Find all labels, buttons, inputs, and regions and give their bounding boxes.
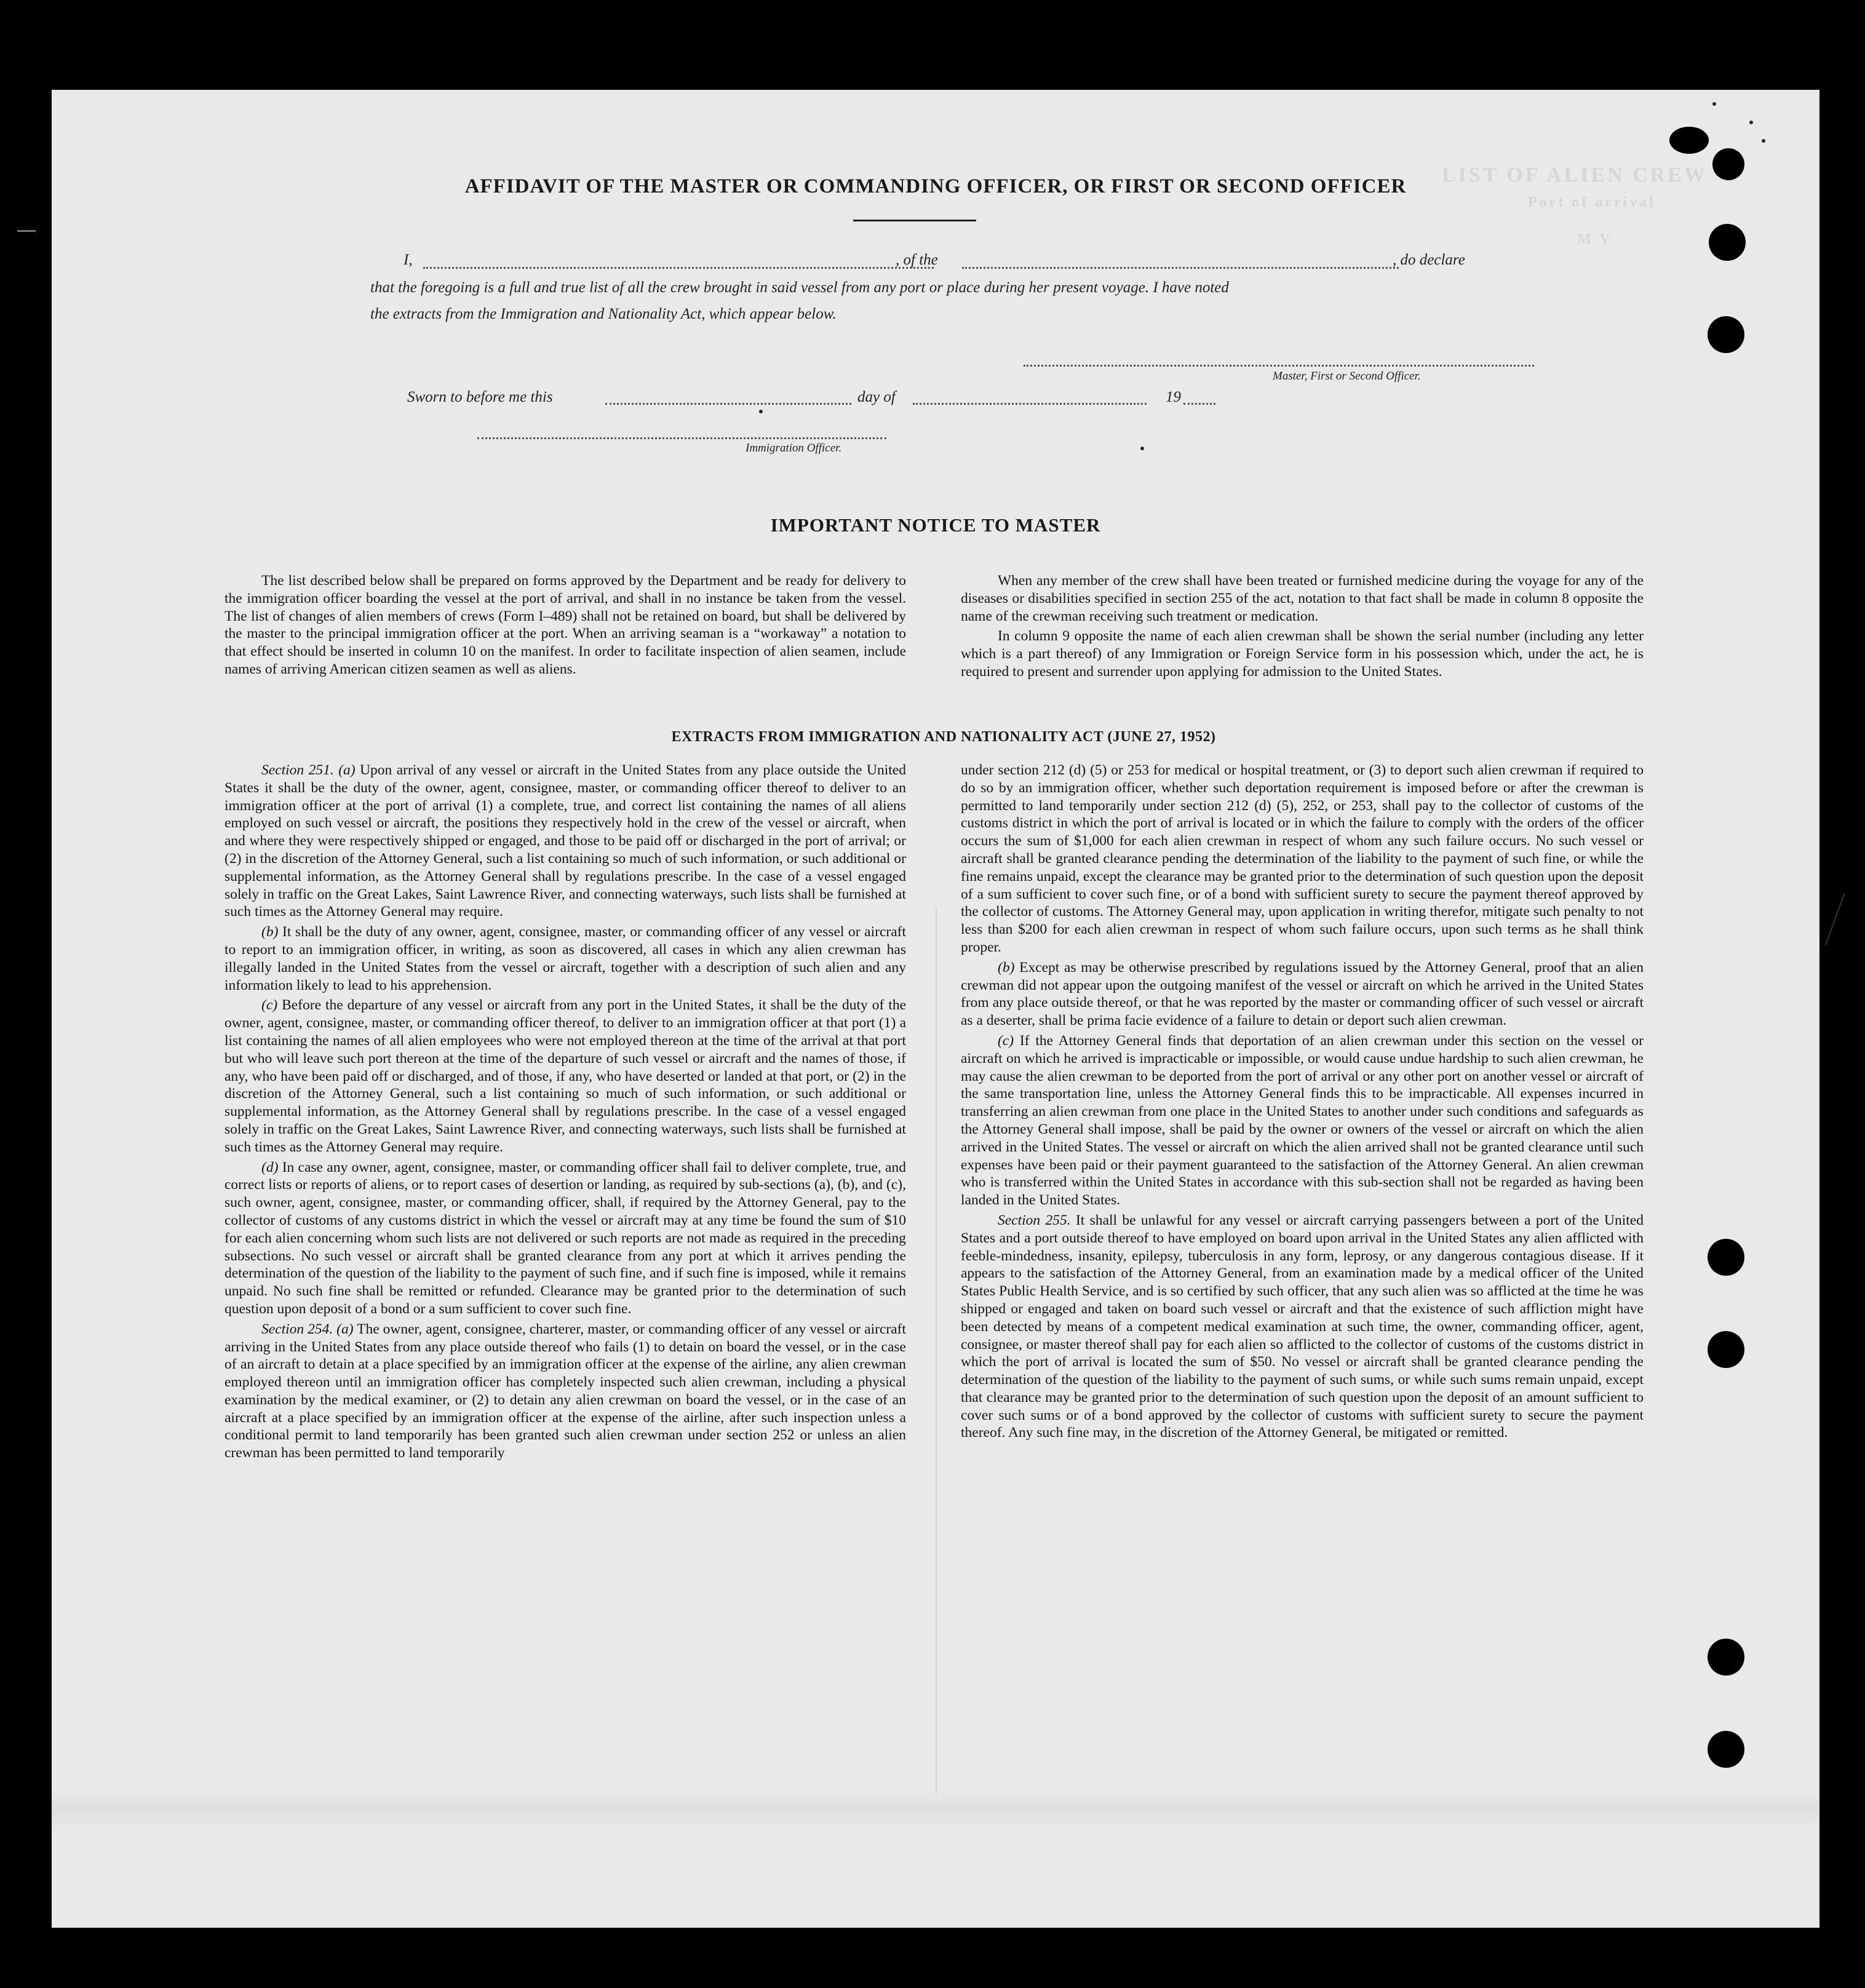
affidavit-of-the: , of the <box>896 252 938 268</box>
punch-hole <box>1708 1331 1744 1368</box>
sworn-day-line <box>605 403 851 405</box>
section-label: (c) <box>998 1032 1014 1049</box>
dust-speck <box>759 410 763 413</box>
month-line <box>913 403 1147 405</box>
affidavit-title: AFFIDAVIT OF THE MASTER OR COMMANDING OFFICER, OR FIRST OR SECOND OFFICER <box>464 175 1407 197</box>
affidavit-line-2: that the foregoing is a full and true list of all the crew brought in said vessel from any port or place during her present voyage. I have noted <box>370 279 1229 296</box>
name-line <box>423 267 934 269</box>
extracts-left-column <box>225 761 906 1465</box>
section-254-a <box>225 1321 906 1462</box>
section-label: Section 254. (a) <box>261 1321 354 1337</box>
sworn-text: Sworn to before me this <box>407 389 553 405</box>
pencil-mark <box>1825 893 1845 945</box>
notice-paragraph: When any member of the crew shall have been treated or furnished medicine during the voyage for any of the diseases or disabilities specified in section 255 of the act, notation to that fact shall be made in column 8 opposite the name of the crewman receiving such treatment or medication. <box>961 573 1644 624</box>
punch-hole <box>1708 1239 1744 1276</box>
extracts-right-column <box>961 761 1644 1444</box>
section-text: Upon arrival of any vessel or aircraft in the United States from any place outside the United States it shall be the duty of the owner, agent, consignee, master, or commanding officer thereof to deliver to an immigration officer at the port of arrival (1) a complete, true, and correct list containing the names of all aliens employed on such vessel or aircraft, the positions they respectively hold in the crew of the vessel or aircraft, when and where they were respectively shipped or engaged, and those to be paid off or discharged in the port of arrival; or (2) in the discretion of the Attorney General, such a list containing so much of such information, or such additional or supplemental information, as the Attorney General shall by regulations prescribe. In the case of a vessel engaged solely in traffic on the Great Lakes, Saint Lawrence River, and connecting waterways, such lists shall be furnished at such times as the Attorney General may require. <box>225 762 906 920</box>
notice-left-column <box>225 572 906 681</box>
notice-title: IMPORTANT NOTICE TO MASTER <box>770 514 1101 536</box>
section-251-d <box>225 1159 906 1318</box>
punch-hole <box>1708 1639 1744 1676</box>
section-label: (c) <box>261 997 278 1014</box>
show-through: M V <box>1577 231 1613 247</box>
punch-hole <box>1709 224 1746 261</box>
section-254-a-continued <box>961 761 1644 956</box>
section-text: under section 212 (d) (5) or 253 for medical or hospital treatment, or (3) to deport such alien crewman if required to do so by an immigration officer, whether such deportation requirement is imposed before or after the crewman is permitted to land temporarily under section 212 (d) (5), 252, or 253, shall pay to the collector of customs of the customs district in which the port of arrival is located or in which the failure to comply with the orders of the officer occurs the sum of $1,000 for each alien crewman in respect of whom any such failure occurs. No such vessel or aircraft shall be granted clearance pending the determination of the liability to the payment of such fine, or while the fine remains unpaid, except the clearance may be granted prior to the determination of such question upon the deposit of a sum sufficient to cover such fine, or of a bond with sufficient surety to secure the payment thereof approved by the collector of customs. The Attorney General may, upon application in writing therefor, mitigate such penalty to not less than $200 for each alien crewman in respect of whom such failure occurs, upon such terms as he shall think proper. <box>961 762 1644 955</box>
notice-paragraph: The list described below shall be prepared on forms approved by the Department and be ready for delivery to the immigration officer boarding the vessel at the port of arrival, and shall in no instance be taken from the vessel. The list of changes of alien members of crews (Form I–489) shall not be retained on board, but shall be delivered by the master to the principal immigration officer at the port. When an arriving seaman is a “workaway” a notation to that effect should be inserted in column 10 on the manifest. In order to facilitate inspection of alien seamen, include names of arriving American citizen seamen as well as aliens. <box>225 573 906 677</box>
notice-right-column <box>961 572 1644 683</box>
punch-hole <box>1708 1731 1744 1768</box>
section-text: It shall be the duty of any owner, agent, consignee, master, or commanding officer of any vessel or aircraft to report to an immigration officer, in writing, as soon as discovered, all cases in which any alien crewman has illegally landed in the United States from the vessel or aircraft, together with a description of such alien and any information likely to lead to his apprehension. <box>225 924 907 993</box>
affidavit-line-3: the extracts from the Immigration and Nationality Act, which appear below. <box>370 306 837 322</box>
section-text: Except as may be otherwise prescribed by regulations issued by the Attorney General, proof that an alien crewman did not appear upon the outgoing manifest of the vessel or aircraft on which he arrived in the United States from any place outside thereof, or that he was reported by the master or commanding officer of such vessel or aircraft as a deserter, shall be prima facie evidence of a failure to detain or deport such alien crewman. <box>961 959 1644 1029</box>
affidavit-do-declare: , do declare <box>1393 252 1465 268</box>
section-254-b <box>961 959 1644 1030</box>
section-254-c <box>961 1032 1644 1209</box>
show-through: Port of arrival <box>1528 194 1656 210</box>
section-text: The owner, agent, consignee, charterer, master, or commanding officer of any vessel or aircraft arriving in the United States from any place outside thereof who fails (1) to detain on board the vessel, or in the case of an aircraft to detain at a place specified by an immigration officer at the expense of the airline, any alien crewman employed thereon until an immigration officer has completely inspected such alien crewman, including a physical examination by the medical examiner, or (2) to detain any alien crewman on board the vessel, or in the case of an aircraft at a place specified by an immigration officer at the expense of the airline, after such inspection unless a conditional permit to land temporarily has been granted such alien crewman under section 252 or unless an alien crewman has been permitted to land temporarily <box>225 1321 907 1461</box>
section-255 <box>961 1212 1644 1442</box>
section-label: Section 255. <box>998 1212 1071 1228</box>
section-251-b <box>225 923 906 994</box>
officer-signature-label: Immigration Officer. <box>746 442 842 455</box>
section-label: Section 251. (a) <box>261 762 356 778</box>
master-signature-label: Master, First or Second Officer. <box>1273 370 1421 383</box>
section-label: (b) <box>998 959 1015 976</box>
section-251-a <box>225 761 906 921</box>
punch-hole <box>1712 148 1744 180</box>
section-label: (b) <box>261 924 279 940</box>
punch-hole <box>1669 127 1709 154</box>
dust-speck <box>1749 121 1753 124</box>
section-label: (d) <box>261 1159 279 1175</box>
section-text: It shall be unlawful for any vessel or aircraft carrying passengers between a port of the United States and a port outside thereof to have employed on board upon arrival in the United States any alien afflicted with feeble-mindedness, insanity, epilepsy, tuberculosis in any form, leprosy, or any dangerous contagious disease. If it appears to the satisfaction of the Attorney General, from an examination made by a medical officer of the United States Public Health Service, and is so certified by such officer, that any such alien was so afflicted at the time he was shipped or engaged and taken on board such vessel or aircraft and that the existence of such affliction might have been detected by means of a competent medical examination at such time, the owner, commanding officer, agent, consignee, or master thereof shall pay for each alien so afflicted to the collector of customs of the customs district in which the port of arrival is located the sum of $50. No vessel or aircraft shall be granted clearance pending the determination of the question of the liability to the payment of such sums, or while such sums remain unpaid, except that clearance may be granted prior to the determination of such question upon the deposit of an amount sufficient to cover such sums or of a bond approved by the collector of customs with sufficient surety to secure the payment thereof. Any such fine may, in the discretion of the Attorney General, be mitigated or remitted. <box>961 1212 1644 1441</box>
master-signature-line <box>1024 365 1534 367</box>
section-text: In case any owner, agent, consignee, master, or commanding officer shall fail to deliver complete, true, and correct lists or reports of aliens, or to report cases of desertion or landing, as required by sub-sections (a), (b), and (c), such owner, agent, consignee, master, or commanding officer, shall, if required by the Attorney General, pay to the collector of customs of any customs district in which the vessel or aircraft may at any time be found the sum of $10 for each alien concerning whom such lists are not delivered or such reports are not made as required in the preceding subsections. No such vessel or aircraft shall be granted clearance from any port at which it arrives pending the determination of the question of the liability to the payment of such fine, and if such fine is imposed, while it remains unpaid. No such fine shall be remitted or refunded. Clearance may be granted prior to the determination of such question upon deposit of a bond or a sum sufficient to cover such fine. <box>225 1159 906 1317</box>
section-251-c <box>225 996 906 1156</box>
year-prefix: 19 <box>1166 389 1181 405</box>
day-of: day of <box>857 389 896 405</box>
punch-hole <box>1708 316 1744 353</box>
notice-paragraph: In column 9 opposite the name of each alien crewman shall be shown the serial number (including any letter which is a part thereof) of any Immigration or Foreign Service form in his possession which, under the act, he is required to present and surrender upon applying for admission to the United States. <box>961 628 1644 680</box>
paper-fold <box>936 908 937 1831</box>
vessel-line <box>962 267 1399 269</box>
section-text: Before the departure of any vessel or aircraft from any port in the United States, it shall be the duty of the owner, agent, consignee, master, or commanding officer thereof, to deliver to an immigration officer at that port (1) a list containing the names of all alien employees who were not employed thereon at the time of the arrival at that port but who will leave such port thereon at the time of the departure of such vessel or aircraft and the names of those, if any, who have been paid off or discharged, and of those, if any, who have deserted or landed at that port, or (2) in the discretion of the Attorney General, such a list containing so much of such information, or such additional or supplemental information, as the Attorney General shall by regulations prescribe. In the case of a vessel engaged solely in traffic on the Great Lakes, Saint Lawrence River, and connecting waterways, such lists shall be furnished at such times as the Attorney General may require. <box>225 997 907 1155</box>
dust-speck <box>1712 102 1716 106</box>
paper-crease <box>52 1794 1819 1831</box>
year-line <box>1183 403 1215 405</box>
section-text: If the Attorney General finds that deportation of an alien crewman under this section on the vessel or aircraft on which he arrived is impracticable or impossible, or would cause undue hardship to such alien crewman, he may cause the alien crewman to be deported from the port of arrival or any other port on another vessel or aircraft of the same transportation line, unless the Attorney General finds this to be impracticable. All expenses incurred in transferring an alien crewman from one place in the United States to another under such conditions and safeguards as the Attorney General shall impose, shall be paid by the owner or owners of the vessel or aircraft on which the alien arrived in the United States. The vessel or aircraft on which the alien arrived shall not be granted clearance until such expenses have been paid or their payment guaranteed to the satisfaction of the Attorney General. An alien crewman who is transferred within the United States in accordance with this sub-section shall not be regarded as having been landed in the United States. <box>961 1032 1644 1209</box>
document-page <box>52 90 1819 1928</box>
affidavit-i: I, <box>404 252 413 268</box>
extracts-title: EXTRACTS FROM IMMIGRATION AND NATIONALITY ACT (JUNE 27, 1952) <box>671 729 1216 745</box>
dust-speck <box>17 230 36 232</box>
officer-signature-line <box>477 437 886 439</box>
title-rule <box>853 220 976 221</box>
dust-speck <box>1140 447 1144 450</box>
dust-speck <box>1762 139 1765 143</box>
show-through: LIST OF ALIEN CREW <box>1442 164 1708 186</box>
